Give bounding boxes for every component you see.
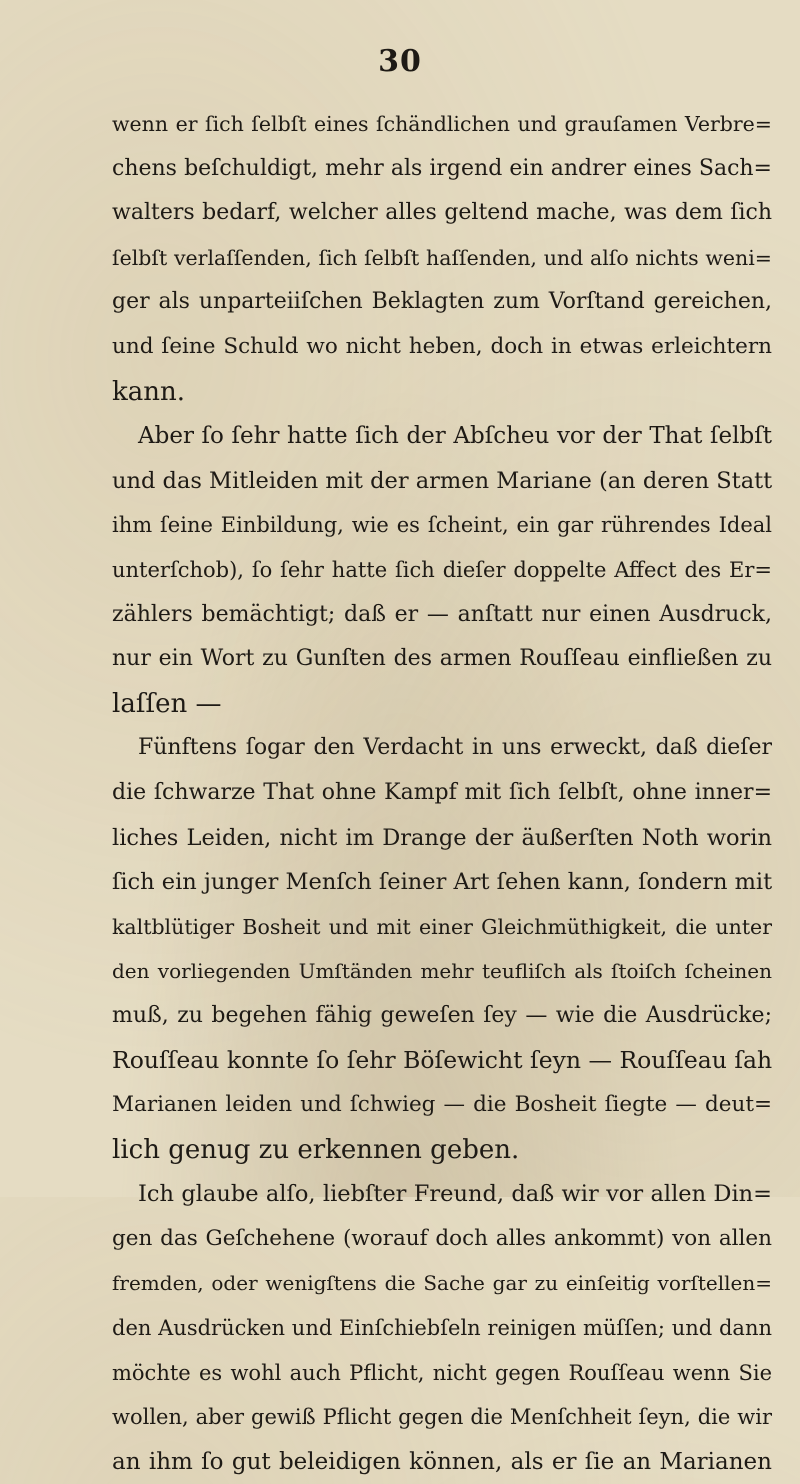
text-line: lich genug zu erkennen geben.	[112, 1134, 520, 1165]
text-line: Marianen leiden und ſchwieg — die Bosheit ſiegte — deut=	[112, 1092, 772, 1118]
text-line: ſelbſt verlaſſenden, ſich ſelbſt haſſenden, und alſo nichts weni=	[112, 245, 772, 270]
text-line: ſich ein junger Menſch ſeiner Art ſehen kann, ſondern mit	[112, 869, 772, 896]
text-line: fremden, oder wenigſtens die Sache gar zu einſeitig vorſtellen=	[112, 1271, 772, 1296]
text-line: ger als unparteiiſchen Beklagten zum Vorſtand gereichen,	[112, 289, 772, 315]
text-line: laſſen —	[112, 688, 222, 719]
text-line: und ſeine Schuld wo nicht heben, doch in etwas erleichtern	[112, 333, 772, 359]
text-line: zählers bemächtigt; daß er — anſtatt nur einen Ausdruck,	[112, 601, 772, 627]
text-line: ihm ſeine Einbildung, wie es ſcheint, ein gar rührendes Ideal	[112, 513, 772, 538]
text-line: wenn er ſich ſelbſt eines ſchändlichen und grauſamen Verbre=	[112, 112, 772, 136]
text-line: und das Mitleiden mit der armen Mariane (an deren Statt	[112, 467, 772, 494]
text-line: wollen, aber gewiß Pflicht gegen die Menſchheit ſeyn, die wir	[112, 1405, 772, 1430]
text-line: an ihm ſo gut beleidigen können, als er ſie an Marianen	[112, 1448, 772, 1475]
text-line: den Ausdrücken und Einſchiebſeln reinigen müſſen; und dann	[112, 1316, 772, 1341]
text-line: walters bedarf, welcher alles geltend mache, was dem ſich	[112, 200, 772, 226]
text-line: den vorliegenden Umſtänden mehr teufliſch als ſtoiſch ſcheinen	[112, 959, 772, 984]
paragraph-start-line: Fünftens ſogar den Verdacht in uns erweckt, daß dieſer	[138, 735, 772, 761]
text-line: muß, zu begehen fähig geweſen ſey — wie die Ausdrücke;	[112, 1002, 772, 1028]
text-line: kann.	[112, 376, 186, 407]
text-line: chens beſchuldigt, mehr als irgend ein andrer eines Sach=	[112, 155, 772, 181]
text-line: kaltblütiger Bosheit und mit einer Gleichmüthigkeit, die unter	[112, 914, 772, 939]
text-line: die ſchwarze That ohne Kampf mit ſich ſelbſt, ohne inner=	[112, 779, 772, 805]
body-text	[112, 102, 772, 1484]
text-line: möchte es wohl auch Pflicht, nicht gegen Rouſſeau wenn Sie	[112, 1360, 772, 1385]
page-number: 30	[378, 44, 422, 79]
text-line: Rouſſeau konnte ſo ſehr Böſewicht ſeyn — Rouſſeau ſah	[112, 1046, 772, 1075]
text-line: gen das Geſchehene (worauf doch alles ankommt) von allen	[112, 1225, 772, 1251]
text-line: liches Leiden, nicht im Drange der äußerſten Noth worin	[112, 824, 772, 851]
paragraph-start-line: Ich glaube alſo, liebſter Freund, daß wir vor allen Din=	[138, 1181, 772, 1208]
text-line: unterſchob), ſo ſehr hatte ſich dieſer doppelte Affect des Er=	[112, 557, 772, 582]
paragraph-start-line: Aber ſo ſehr hatte ſich der Abſcheu vor der That ſelbſt	[138, 423, 772, 450]
text-line: nur ein Wort zu Gunſten des armen Rouſſeau einfließen zu	[112, 646, 772, 672]
